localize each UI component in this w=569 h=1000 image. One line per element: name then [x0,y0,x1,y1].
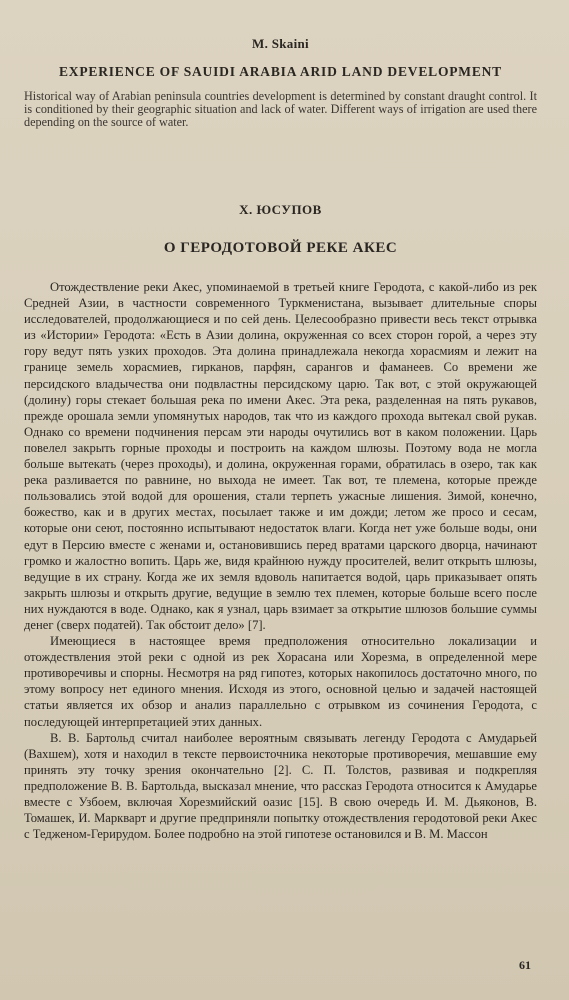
article-title-ru: О ГЕРОДОТОВОЙ РЕКЕ АКЕС [163,240,398,256]
author-ru: Х. ЮСУПОВ [239,202,322,217]
abstract-en: Historical way of Arabian peninsula countries development is determined by constant draught control. It is conditioned by their geographic situation and lack of water. Different ways of irrigation are used there depending on the source of water. [24,89,537,129]
article-body [24,279,537,842]
page-number: 61 [519,958,531,972]
article-title-en: EXPERIENCE OF SAUIDI ARABIA ARID LAND DEVELOPMENT [58,64,502,79]
author-en: M. Skaini [252,36,309,51]
paragraph: Имеющиеся в настоящее время предположения относительно локализации и отождествления этой реки с одной из рек Хорасана или Хорезма, в определенной мере противоречивы и спорны. Несмотря на ряд гипотез, которых накопилось достаточно много, по этому вопросу нет единого мнения. Исходя из этого, основной целью и задачей настоящей статьи является их обзор и анализ параллельно с отрывком из сочинения Геродота, с последующей интерпретацией этих данных. [24,634,537,729]
paragraph: Отождествление реки Акес, упоминаемой в третьей книге Геродота, с какой-либо из рек Средней Азии, в частности современного Туркменистана, вызывает длительные споры исследователей, продолжающиеся и по сей день. Целесообразно привести весь текст отрывка из «Истории» Геродота: «Есть в Азии долина, окруженная со всех сторон горой, а через эту гору ведут пять узких проходов. Эта долина принадлежала некогда хорасмиям и лежит на границе земель хорасмиев, гирканов, парфян, сарангов и фаманеев. Со времени же персидского владычества они подвластны персидскому царю. Так вот, с этой окружающей (долину) горы стекает большая река по имени Акес. Эта река, разделенная на пять рукавов, прежде орошала земли упомянутых народов, так что из каждого прохода вытекал свой рукав. Однако со времени подчинения персам эти народы очутились вот в каком положении. Царь повелел закрыть горные проходы и построить на каждом шлюзы. Поэтому вода не могла больше вытекать (через проходы), и долина, окруженная горами, обратилась в озеро, так как река разливается по равнине, но выхода не имеет. Так вот, те племена, которые прежде пользовались этой водой для орошения, стали терпеть ужасные лишения. Зимой, конечно, божество, как и в других местах, посылает также и им дожди; летом же просо и сесам, которые они сеют, постоянно испытывают недостаток влаги. Когда нет уже больше воды, они едут в Персию вместе с женами и, остановившись перед вратами царского дворца, начинают громко и жалостно вопить. Царь же, видя крайнюю нужду просителей, велит открыть шлюзы, ведущие в их страну. Когда же их земля вдоволь напитается водой, царь приказывает опять закрыть шлюзы и открыть другие, ведущие в землю тех племен, которые больше всего после них нуждаются в воде. Однако, как я узнал, царь взимает за открытие шлюзов большие суммы денег (сверх податей). Так обстоит дело» [7]. [24,280,537,632]
paragraph: В. В. Бартольд считал наиболее вероятным связывать легенду Геродота с Амударьей (Вахшем), хотя и находил в тексте первоисточника некоторые противоречия, мешавшие ему принять эту точку зрения окончательно [2]. С. П. Толстов, развивая и подкрепляя предположение В. В. Бартольда, высказал мнение, что рассказ Геродота относится к Амударье вместе с Узбоем, включая Хорезмийский оазис [15]. В свою очередь И. М. Дьяконов, В. Томашек, И. Маркварт и другие предприняли попытку отождествления геродотовой реки Акес с Тедженом-Герирудом. Более подробно на этой гипотезе остановился и В. М. Массон [24,730,537,842]
